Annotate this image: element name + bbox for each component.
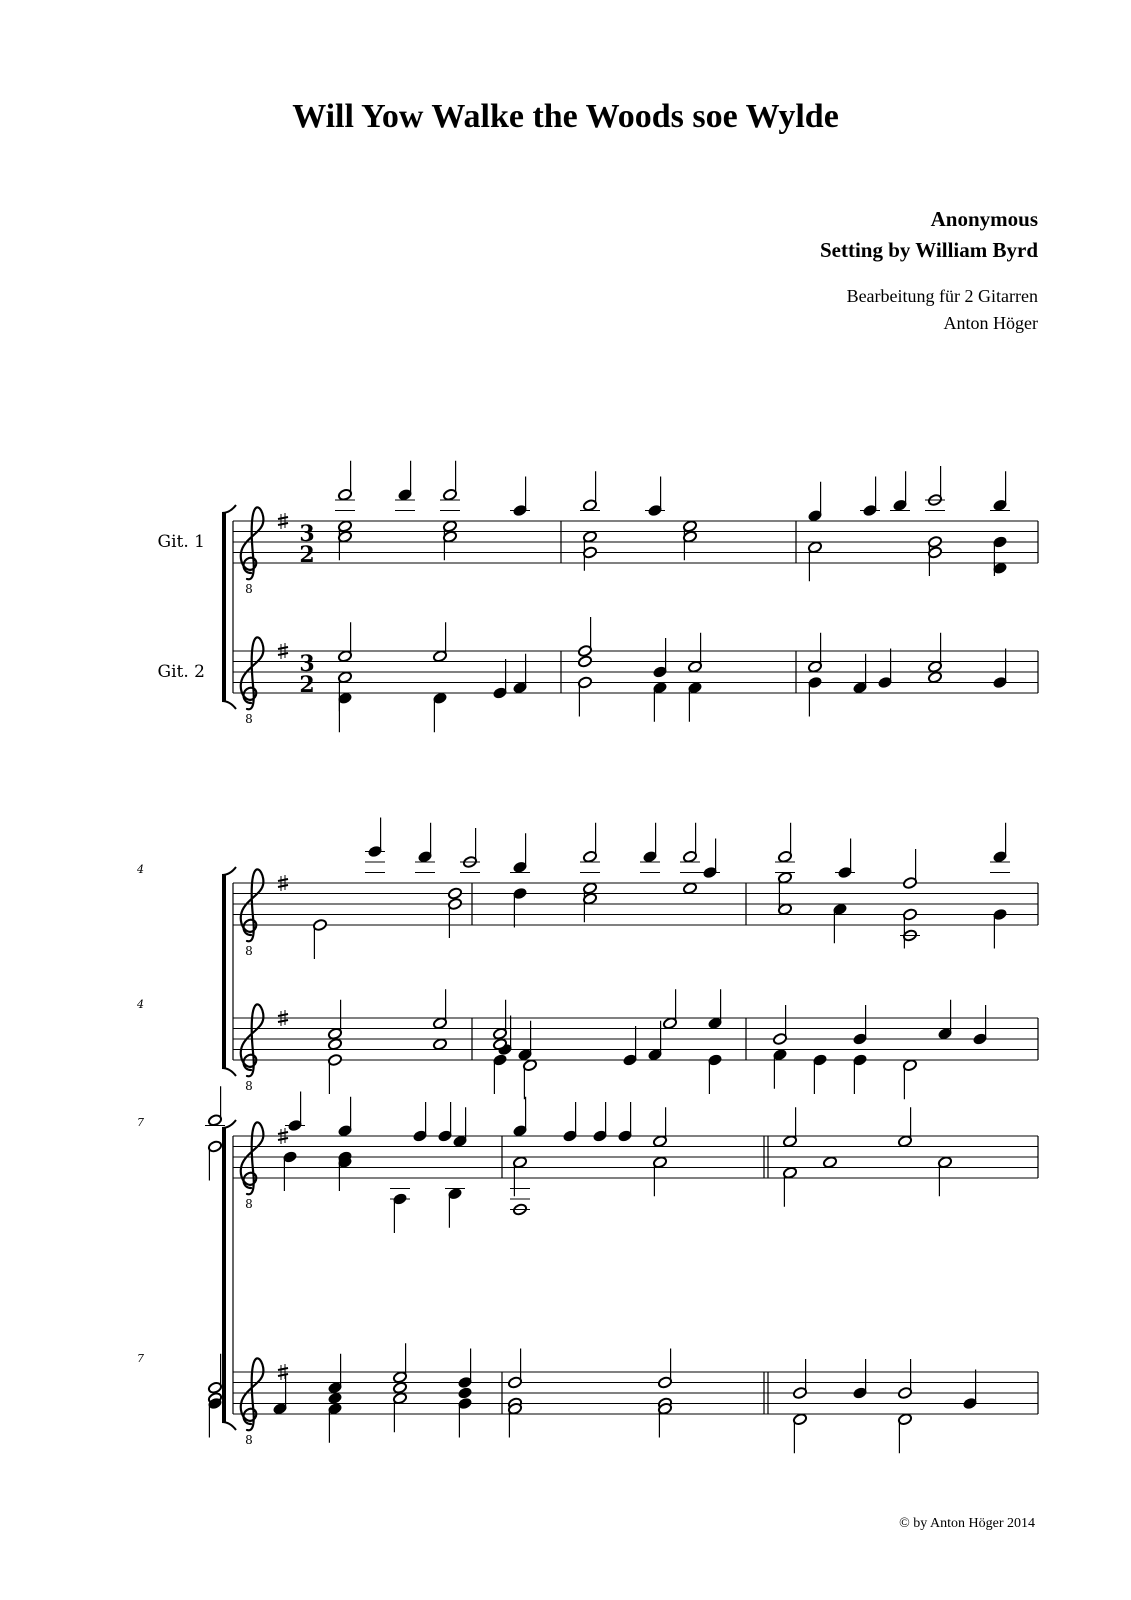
arrangement-note: Bearbeitung für 2 Gitarren [846, 286, 1038, 306]
note-head [823, 1156, 838, 1169]
staff [233, 1358, 1038, 1447]
composer-name: Anonymous [930, 207, 1038, 231]
note-head [393, 1381, 408, 1394]
note-head [328, 1392, 343, 1405]
time-signature-top: 3 [299, 521, 315, 547]
note-head [578, 655, 593, 668]
copyright-notice: © by Anton Höger 2014 [899, 1516, 1035, 1531]
staff [233, 869, 1038, 958]
setting-credit: Setting by William Byrd [819, 238, 1038, 262]
time-signature-bottom: 2 [299, 542, 315, 568]
note-head [433, 1038, 448, 1051]
system [158, 505, 1038, 726]
bracket-bottom-hook [222, 1422, 236, 1430]
sharp-stroke [278, 1138, 288, 1140]
treble-clef-shape [241, 1122, 264, 1194]
note-head [448, 887, 463, 900]
sharp-stroke [278, 1374, 288, 1376]
measure-number: 4 [137, 998, 144, 1011]
arranger-name: Anton Höger [943, 313, 1038, 333]
staff [233, 507, 1038, 596]
sharp-stroke [278, 1132, 288, 1134]
time-signature-bottom: 2 [299, 672, 315, 698]
staff [233, 1122, 1038, 1211]
bracket-top-hook [222, 867, 236, 875]
note-head [928, 671, 943, 684]
note-head [458, 1387, 473, 1400]
time-signature-top: 3 [299, 651, 315, 677]
sharp-stroke [278, 1014, 288, 1016]
piece-title: Will Yow Walke the Woods soe Wylde [292, 98, 839, 135]
bracket-top-hook [222, 505, 236, 513]
staff-notes [313, 818, 1010, 960]
clef-octave-mark: 8 [245, 1197, 253, 1211]
bracket-bottom-hook [222, 701, 236, 709]
note-head [683, 882, 698, 895]
sharp-stroke [278, 1020, 288, 1022]
sharp-stroke [278, 1368, 288, 1370]
treble-clef-shape [241, 1004, 264, 1076]
treble-clef-shape [241, 507, 264, 579]
clef-octave-mark: 8 [245, 1079, 253, 1093]
staff [233, 637, 1038, 726]
staff-notes [338, 617, 1008, 732]
clef-octave-mark: 8 [245, 944, 253, 958]
part-label-guitar-1: Git. 1 [157, 532, 205, 552]
staff-notes [205, 1086, 952, 1233]
staff-notes [328, 989, 988, 1099]
clef-octave-mark: 8 [245, 1433, 253, 1447]
sharp-stroke [278, 523, 288, 525]
clef-octave-mark: 8 [245, 582, 253, 596]
measure-number: 7 [137, 1116, 144, 1129]
sharp-stroke [278, 517, 288, 519]
staff-notes [208, 1343, 978, 1453]
bracket-bottom-hook [222, 1068, 236, 1076]
part-label-guitar-2: Git. 2 [157, 662, 205, 682]
sharp-stroke [278, 647, 288, 649]
treble-clef-shape [241, 869, 264, 941]
sharp-stroke [278, 885, 288, 887]
bracket-top-hook [222, 1120, 236, 1128]
sharp-stroke [278, 879, 288, 881]
measure-number: 7 [137, 1352, 144, 1365]
treble-clef-shape [241, 637, 264, 709]
clef-octave-mark: 8 [245, 712, 253, 726]
measure-number: 4 [137, 863, 144, 876]
sharp-stroke [278, 653, 288, 655]
note-head [328, 1038, 343, 1051]
treble-clef-shape [241, 1358, 264, 1430]
